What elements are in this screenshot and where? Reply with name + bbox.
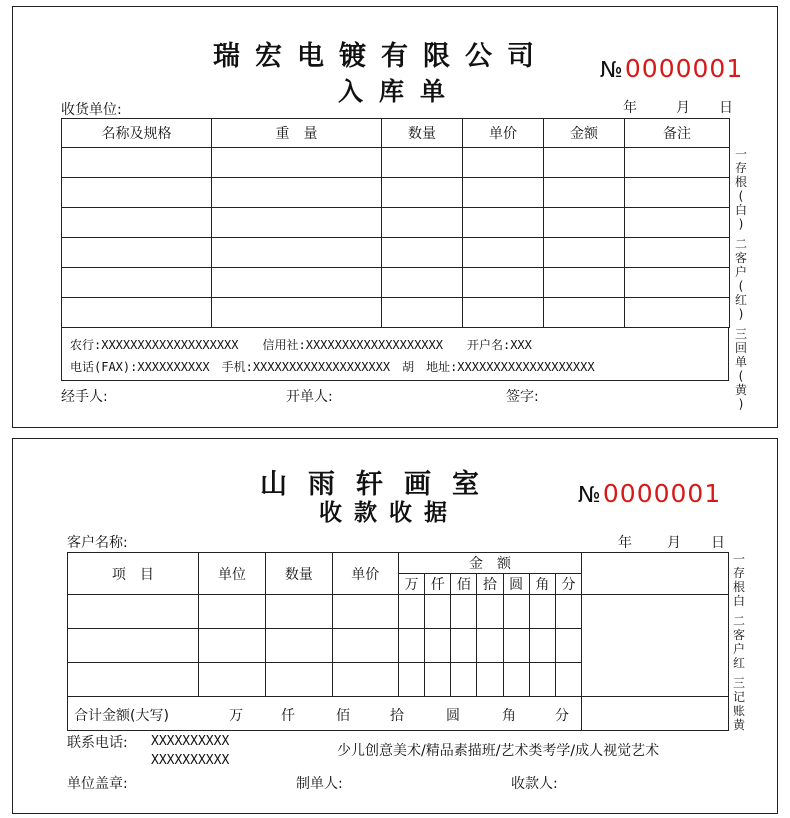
table-cell[interactable] [544,298,625,328]
table-cell[interactable] [625,238,730,268]
table-cell[interactable] [266,595,332,629]
table-cell[interactable] [62,298,212,328]
amount-unit-header: 万 [398,574,424,595]
amount-unit-header: 佰 [451,574,477,595]
table-cell[interactable] [582,697,729,731]
table-cell[interactable] [625,178,730,208]
table-cell[interactable] [529,595,555,629]
table-cell[interactable] [625,298,730,328]
table-cell[interactable] [332,629,398,663]
table-row [62,208,730,238]
table-row [62,298,730,328]
table-cell[interactable] [62,268,212,298]
table-cell[interactable] [198,663,265,697]
paren-open: ( [738,189,744,203]
table-cell[interactable] [451,629,477,663]
serial-number [578,479,721,508]
column-header: 金额 [544,119,625,148]
copy-color: 红 [734,293,747,307]
table-cell[interactable] [266,663,332,697]
date-year: 年 [618,535,632,551]
copy-note [734,147,748,231]
table-cell[interactable] [398,595,424,629]
table-cell[interactable] [555,595,581,629]
copy-color: 白 [732,594,745,608]
table-cell[interactable] [503,663,529,697]
table-cell[interactable] [451,595,477,629]
total-unit: 分 [555,708,569,724]
table-cell[interactable] [212,148,382,178]
payee-label: 收款人: [511,776,558,792]
table-cell[interactable] [477,663,503,697]
copy-name: 存根 [732,566,745,594]
copy-number: 一 [734,147,747,161]
total-unit: 圆 [446,708,460,724]
table-cell[interactable] [382,268,463,298]
amount-unit-header: 仟 [425,574,451,595]
table-cell[interactable] [382,238,463,268]
company-name: 瑞宏电镀有限公司 [213,41,549,72]
table-cell[interactable] [625,208,730,238]
amount-unit-header: 圆 [503,574,529,595]
table-cell[interactable] [625,148,730,178]
amount-unit-header: 拾 [477,574,503,595]
copy-name: 客户 [732,628,745,656]
table-cell[interactable] [212,298,382,328]
amount-unit-header: 角 [529,574,555,595]
table-cell[interactable] [625,268,730,298]
copy-number: 二 [732,614,745,628]
company-name: 山雨轩画室 [260,469,500,500]
blank-header [582,553,729,595]
paren-close: ) [738,307,744,321]
table-cell[interactable] [544,178,625,208]
table-cell[interactable] [451,663,477,697]
table-cell[interactable] [503,629,529,663]
copy-note [732,552,746,608]
column-header: 数量 [382,119,463,148]
copy-number: 三 [734,327,747,341]
table-cell[interactable] [582,595,729,697]
table-cell[interactable] [382,148,463,178]
table-cell[interactable] [382,298,463,328]
total-label: 合计金额(大写) [74,708,169,724]
table-cell[interactable] [198,595,265,629]
table-cell[interactable] [425,663,451,697]
serial-digits: 0000001 [602,479,722,508]
table-cell[interactable] [477,595,503,629]
sign-label: 签字: [506,389,539,405]
contact-phone-1: XXXXXXXXXX [151,734,230,749]
bank-info-box [61,328,729,381]
table-cell[interactable] [555,629,581,663]
table-cell[interactable] [382,178,463,208]
table-cell[interactable] [463,268,544,298]
table-cell[interactable] [463,238,544,268]
courses-text: 少儿创意美术/精品素描班/艺术类考学/成人视觉艺术 [337,743,660,759]
table-cell[interactable] [398,663,424,697]
handler-label: 经手人: [61,389,108,405]
amount-unit-header: 分 [555,574,581,595]
payment-table [67,552,729,731]
table-cell[interactable] [198,629,265,663]
table-row [62,238,730,268]
table-cell[interactable] [212,208,382,238]
table-cell[interactable] [62,148,212,178]
column-header: 单位 [198,553,265,595]
column-header: 单价 [463,119,544,148]
table-cell[interactable] [332,595,398,629]
table-cell[interactable] [425,595,451,629]
table-cell[interactable] [544,268,625,298]
copy-number: 一 [732,552,745,566]
receiver-label: 收货单位: [61,102,122,118]
customer-label: 客户名称: [67,535,128,551]
paren-close: ) [738,217,744,231]
paren-open: ( [738,369,744,383]
payment-receipt-form [12,438,778,814]
copy-color: 黄 [732,718,745,732]
table-row [68,595,729,629]
table-cell[interactable] [266,629,332,663]
table-cell[interactable] [68,595,199,629]
table-cell[interactable] [529,663,555,697]
table-row [62,178,730,208]
date-day: 日 [719,100,733,116]
date-month: 月 [667,535,681,551]
seal-label: 单位盖章: [67,776,128,792]
total-unit: 佰 [336,708,350,724]
total-unit: 角 [502,708,516,724]
maker-label: 制单人: [296,776,343,792]
total-unit: 仟 [281,708,295,724]
date-year: 年 [623,100,637,116]
header-row [68,553,729,574]
column-header: 重 量 [212,119,382,148]
total-amount-cell[interactable] [68,697,582,731]
total-row [68,697,729,731]
serial-digits: 0000001 [624,54,744,83]
amount-header: 金 额 [398,553,581,574]
column-header: 项 目 [68,553,199,595]
copy-number: 三 [732,676,745,690]
table-cell[interactable] [544,238,625,268]
table-cell[interactable] [62,208,212,238]
copy-number: 二 [734,237,747,251]
table-cell[interactable] [477,629,503,663]
table-cell[interactable] [544,208,625,238]
date-month: 月 [676,100,690,116]
copy-name: 记账 [732,690,745,718]
table-cell[interactable] [503,595,529,629]
table-cell[interactable] [463,178,544,208]
date-day: 日 [711,535,725,551]
table-cell[interactable] [382,208,463,238]
table-row [62,148,730,178]
table-cell[interactable] [555,663,581,697]
form-title: 收款收据 [319,500,459,526]
copy-name: 存根 [734,161,747,189]
contact-label: 联系电话: [67,735,128,751]
copy-note [734,327,748,411]
copy-distribution-note [732,552,746,738]
number-sign: № [600,58,623,83]
column-header: 数量 [266,553,332,595]
contact-phone-2: XXXXXXXXXX [151,753,230,768]
form-title: 入库单 [338,77,462,106]
copy-note [732,676,746,732]
copy-note [732,614,746,670]
table-cell[interactable] [544,148,625,178]
bank-line-1: 农行:XXXXXXXXXXXXXXXXXXX 信用社:XXXXXXXXXXXXXXXXXXX 开户名:XXX [70,338,532,352]
copy-color: 白 [734,203,747,217]
table-cell[interactable] [463,298,544,328]
copy-note [734,237,748,321]
column-header: 备注 [625,119,730,148]
table-cell[interactable] [463,208,544,238]
total-unit: 万 [229,708,243,724]
copy-color: 红 [732,656,745,670]
copy-distribution-note [734,147,748,417]
bank-line-2: 电话(FAX):XXXXXXXXXX 手机:XXXXXXXXXXXXXXXXXXX 胡 地址:XXXXXXXXXXXXXXXXXXX [70,360,595,374]
issuer-label: 开单人: [286,389,333,405]
table-cell[interactable] [68,629,199,663]
table-cell[interactable] [529,629,555,663]
table-cell[interactable] [425,629,451,663]
copy-name: 回单 [734,341,747,369]
copy-name: 客户 [734,251,747,279]
table-row [62,268,730,298]
total-unit: 拾 [390,708,404,724]
table-cell[interactable] [62,238,212,268]
serial-number [600,54,743,83]
table-cell[interactable] [62,178,212,208]
table-cell[interactable] [332,663,398,697]
table-cell[interactable] [212,268,382,298]
paren-open: ( [738,279,744,293]
table-cell[interactable] [212,178,382,208]
copy-color: 黄 [734,383,747,397]
paren-close: ) [738,397,744,411]
goods-table [61,118,730,328]
table-cell[interactable] [398,629,424,663]
table-cell[interactable] [68,663,199,697]
column-header: 名称及规格 [62,119,212,148]
table-cell[interactable] [212,238,382,268]
number-sign: № [578,483,601,508]
column-header: 单价 [332,553,398,595]
warehouse-receipt-form [12,6,778,428]
table-cell[interactable] [463,148,544,178]
